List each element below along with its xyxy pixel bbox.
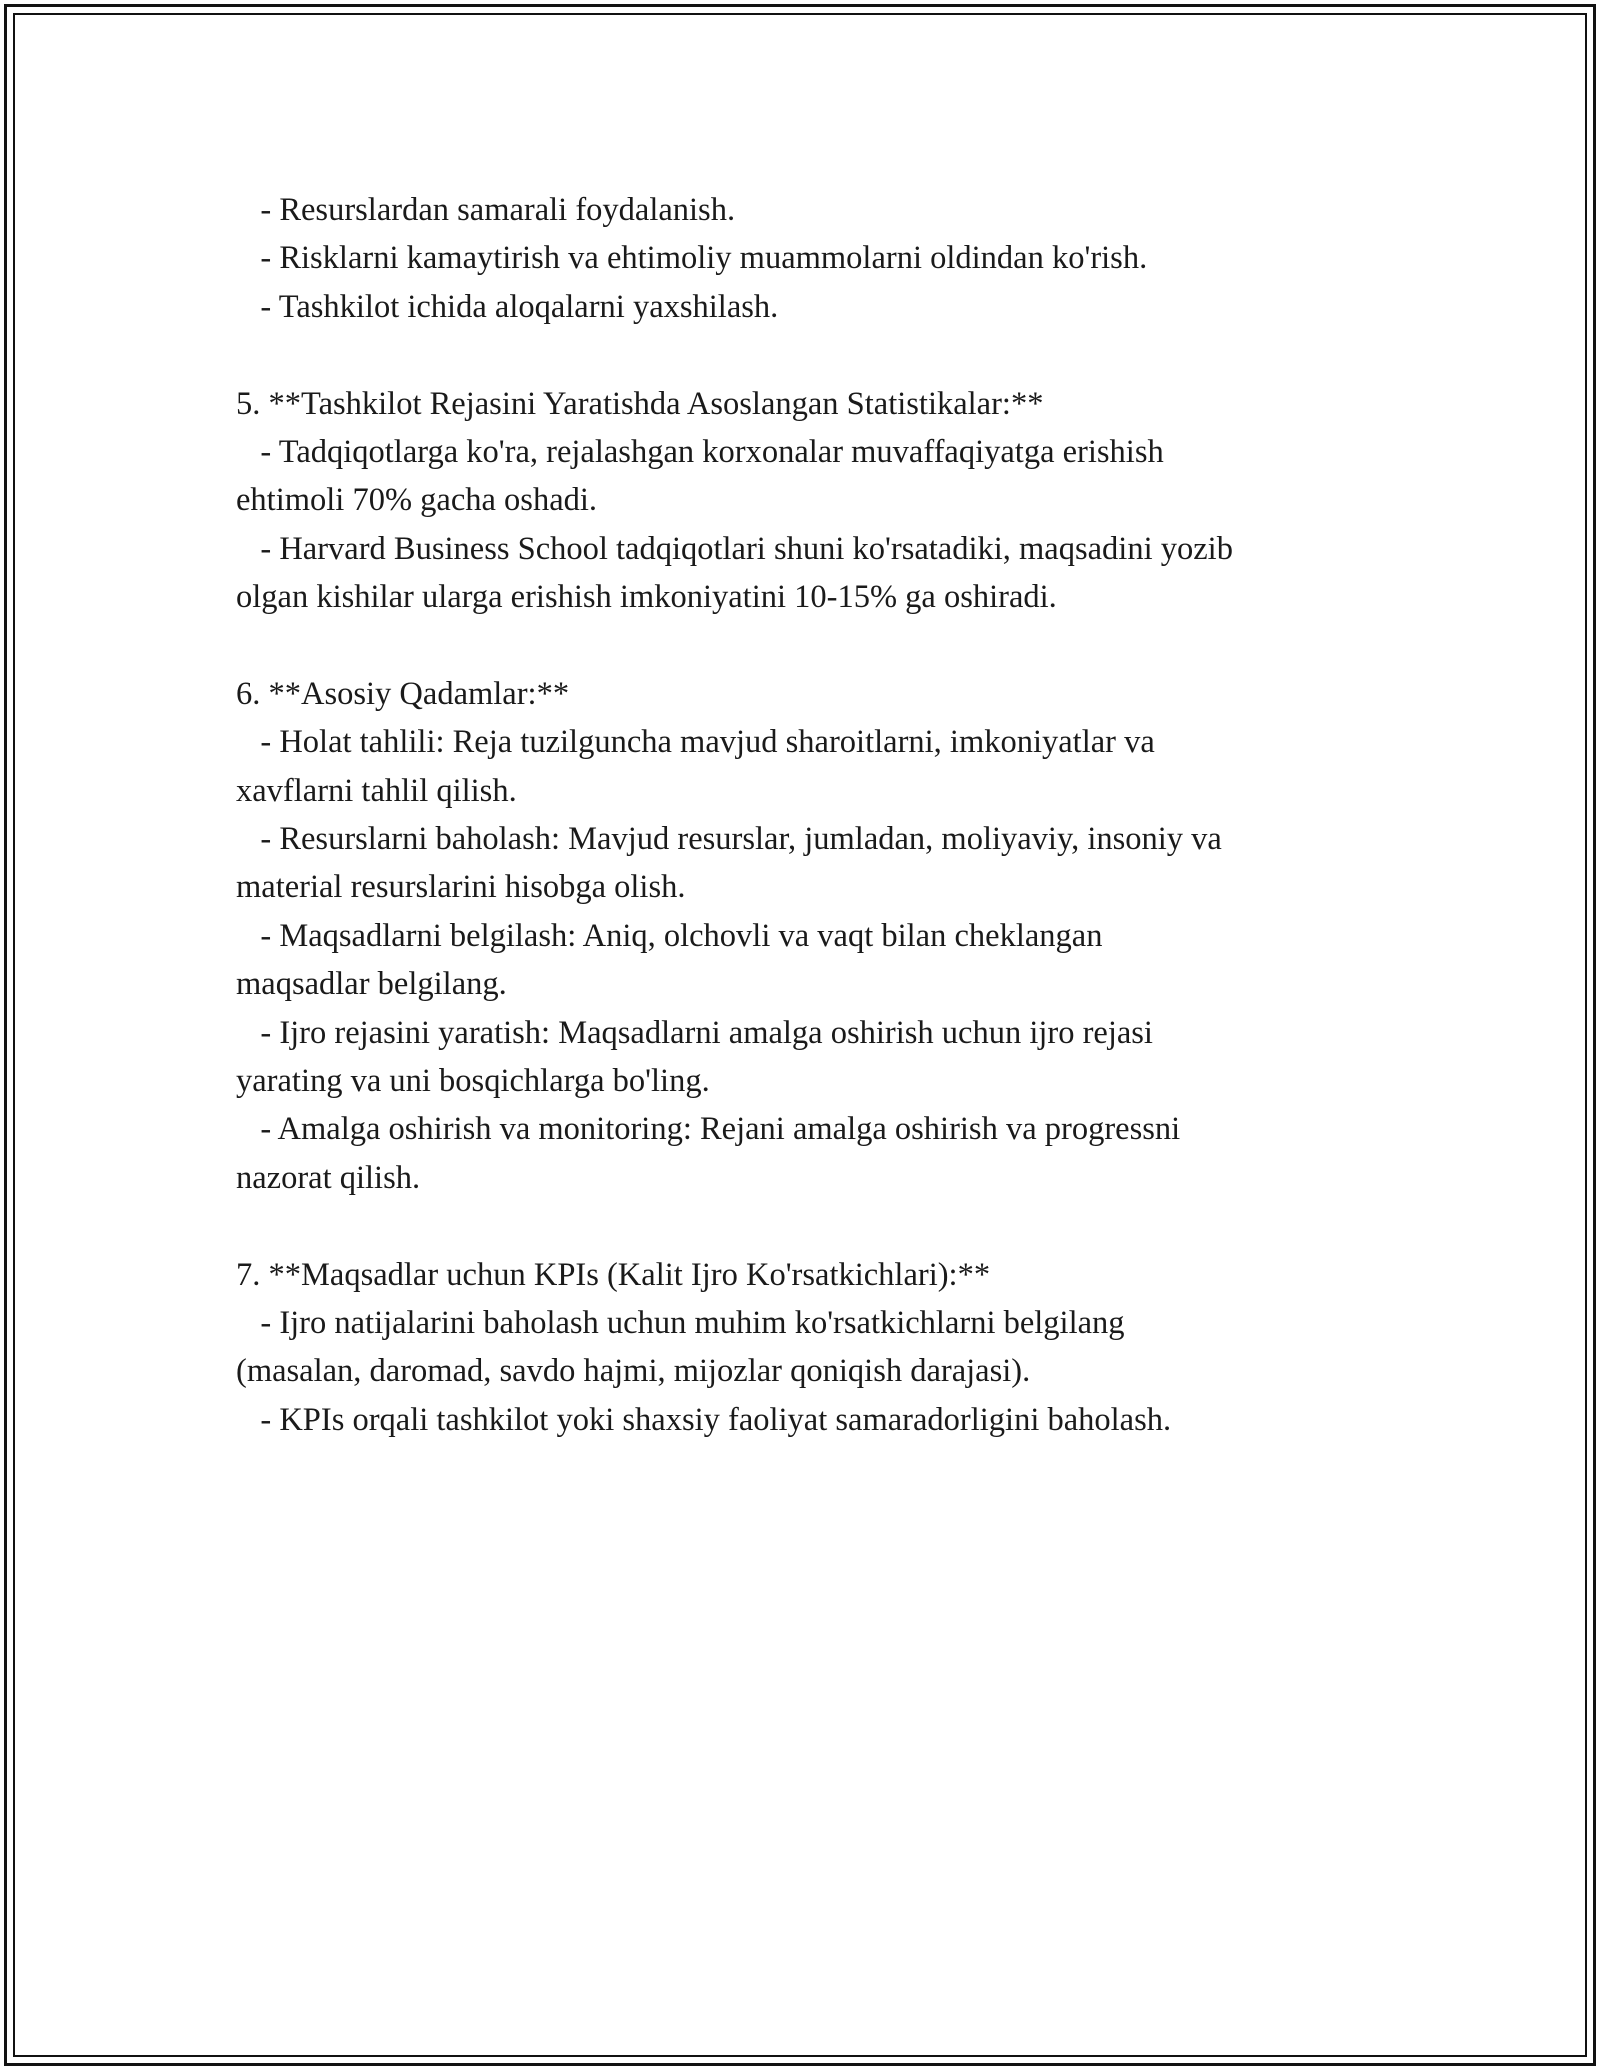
text-line: - Tashkilot ichida aloqalarni yaxshilash. bbox=[236, 288, 779, 325]
text-line: - Amalga oshirish va monitoring: Rejani amalga oshirish va progressni bbox=[236, 1111, 1181, 1148]
text-line: yarating va uni bosqichlarga bo'ling. bbox=[236, 1063, 710, 1100]
text-line: xavflarni tahlil qilish. bbox=[236, 772, 517, 809]
section-heading: 5. **Tashkilot Rejasini Yaratishda Asoslangan Statistikalar:** bbox=[236, 385, 1044, 422]
blank-line bbox=[236, 1202, 1406, 1250]
text-line: - Resurslarni baholash: Mavjud resurslar, jumladan, moliyaviy, insoniy va bbox=[236, 821, 1222, 858]
text-line: (masalan, daromad, savdo hajmi, mijozlar qoniqish darajasi). bbox=[236, 1353, 1031, 1390]
text-line: - Ijro natijalarini baholash uchun muhim ko'rsatkichlarni belgilang bbox=[236, 1304, 1125, 1341]
document-body bbox=[236, 186, 1406, 1444]
section-heading: 7. **Maqsadlar uchun KPIs (Kalit Ijro Ko'rsatkichlari):** bbox=[236, 1256, 991, 1293]
blank-line bbox=[236, 331, 1406, 379]
text-line: - Tadqiqotlarga ko'ra, rejalashgan korxonalar muvaffaqiyatga erishish bbox=[236, 433, 1164, 470]
text-line: ehtimoli 70% gacha oshadi. bbox=[236, 482, 598, 519]
text-line: - Risklarni kamaytirish va ehtimoliy muammolarni oldindan ko'rish. bbox=[236, 240, 1148, 277]
text-line: - Ijro rejasini yaratish: Maqsadlarni amalga oshirish uchun ijro rejasi bbox=[236, 1014, 1153, 1051]
text-line: - Resurslardan samarali foydalanish. bbox=[236, 192, 736, 228]
section-heading: 6. **Asosiy Qadamlar:** bbox=[236, 675, 570, 712]
text-line: material resurslarini hisobga olish. bbox=[236, 869, 686, 906]
text-line: - Maqsadlarni belgilash: Aniq, olchovli va vaqt bilan cheklangan bbox=[236, 917, 1103, 954]
text-line: nazorat qilish. bbox=[236, 1159, 421, 1196]
text-line: - Harvard Business School tadqiqotlari shuni ko'rsatadiki, maqsadini yozib bbox=[236, 530, 1233, 567]
text-line: maqsadlar belgilang. bbox=[236, 966, 507, 1003]
blank-line bbox=[236, 622, 1406, 670]
text-line: - Holat tahlili: Reja tuzilguncha mavjud sharoitlarni, imkoniyatlar va bbox=[236, 724, 1155, 761]
text-line: olgan kishilar ularga erishish imkoniyatini 10-15% ga oshiradi. bbox=[236, 579, 1057, 616]
text-line: - KPIs orqali tashkilot yoki shaxsiy faoliyat samaradorligini baholash. bbox=[236, 1401, 1172, 1438]
